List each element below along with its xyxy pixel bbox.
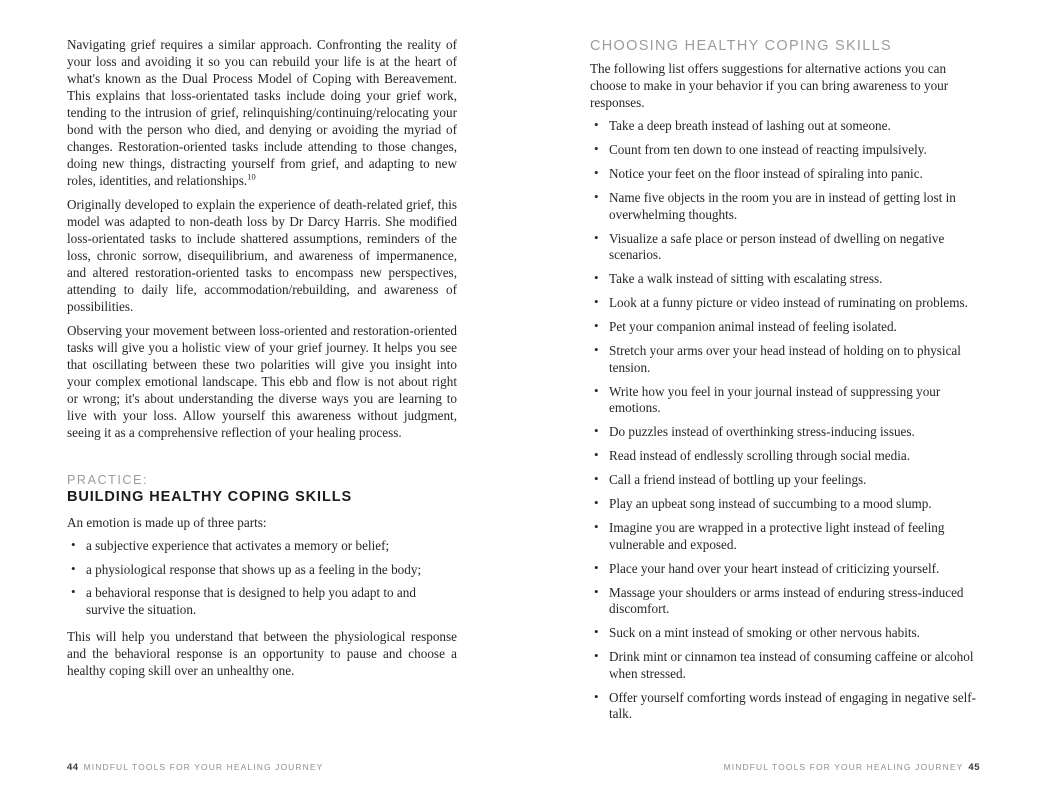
left-footer-title: MINDFUL TOOLS FOR YOUR HEALING JOURNEY <box>83 762 324 772</box>
paragraph-darcy-harris: Originally developed to explain the experience of death-related grief, this model was adapted to non-death loss by Dr Darcy Harris. She modified loss-orientated tasks to include shattered assumptions, reminders of the loss, chronic sorrow, disequilibrium, and awareness of impermanence, and altered restoration-oriented tasks to encompass new perspectives, attending to daily life, accommodation/rebuilding, and awareness of possibilities. <box>67 197 457 314</box>
right-page-text-column <box>590 38 982 733</box>
coping-skills-list <box>590 118 982 723</box>
list-item-text: Name five objects in the room you are in instead of getting lost in overwhelming thoughts. <box>609 190 956 222</box>
list-item <box>590 448 982 465</box>
list-item-text: a subjective experience that activates a memory or belief; <box>86 538 390 553</box>
list-item-text: a behavioral response that is designed to help you adapt to and survive the situation. <box>86 585 416 617</box>
list-item-text: Count from ten down to one instead of reacting impulsively. <box>609 142 927 157</box>
list-item-text: Massage your shoulders or arms instead of enduring stress-induced discomfort. <box>609 584 964 616</box>
list-item <box>67 538 457 555</box>
list-item <box>590 561 982 578</box>
list-item <box>590 166 982 183</box>
right-footer-title: MINDFUL TOOLS FOR YOUR HEALING JOURNEY <box>723 762 964 772</box>
paragraph-text: Navigating grief requires a similar approach. Confronting the reality of your loss and avoiding it so you can rebuild your life is at the heart of what's known as the Dual Process Model of Coping with Bereavement. This explains that loss-orientated tasks include doing your grief work, tending to the intrusion of grief, relinquishing/continuing/relocating your bond with the person who died, and denying or avoiding the myriad of changes. Restoration-oriented tasks include attending to those changes, doing new things, distracting yourself from grief, and adapting to new roles, identities, and relationships. <box>67 37 457 188</box>
paragraph-observing-movement: Observing your movement between loss-oriented and restoration-oriented tasks will give you a holistic view of your grief journey. It helps you see that oscillating between these two polarities will give you insight into your complex emotional landscape. This ebb and flow is not about right or wrong; it's about understanding the diverse ways you are learning to live with your loss. Allow yourself this awareness without judgment, seeing it as a comprehensive reflection of your healing process. <box>67 323 457 440</box>
emotion-parts-list <box>67 538 457 618</box>
list-item <box>590 231 982 264</box>
list-item <box>590 190 982 223</box>
list-item-text: Notice your feet on the floor instead of spiraling into panic. <box>609 166 923 181</box>
list-item-text: a physiological response that shows up as a feeling in the body; <box>86 561 422 577</box>
paragraph-dual-process <box>67 36 457 189</box>
list-item <box>590 295 982 312</box>
choosing-skills-heading: CHOOSING HEALTHY COPING SKILLS <box>590 38 892 54</box>
list-item-text: Offer yourself comforting words instead of engaging in negative self-talk. <box>609 689 977 721</box>
practice-kicker: PRACTICE: <box>67 473 149 487</box>
list-item <box>590 520 982 553</box>
list-item <box>590 271 982 288</box>
list-item-text: Look at a funny picture or video instead of ruminating on problems. <box>609 295 968 310</box>
list-item-text: Visualize a safe place or person instead of dwelling on negative scenarios. <box>609 230 945 262</box>
list-item <box>590 472 982 489</box>
list-item-text: Take a walk instead of sitting with escalating stress. <box>609 271 883 286</box>
list-item <box>590 690 982 723</box>
list-item-text: Suck on a mint instead of smoking or other nervous habits. <box>609 625 920 640</box>
list-item <box>67 562 457 579</box>
list-item-text: Play an upbeat song instead of succumbing to a mood slump. <box>609 496 932 511</box>
closing-paragraph: This will help you understand that between the physiological response and the behavioral response is an opportunity to pause and choose a healthy coping skill over an unhealthy one. <box>67 629 457 678</box>
list-item <box>590 496 982 513</box>
list-item-text: Drink mint or cinnamon tea instead of consuming caffeine or alcohol when stressed. <box>609 649 974 681</box>
list-item <box>590 384 982 417</box>
footnote-reference: 10 <box>247 171 256 182</box>
list-item-text: Write how you feel in your journal instead of suppressing your emotions. <box>609 383 941 415</box>
left-page-text-column <box>67 36 457 686</box>
list-item <box>590 118 982 135</box>
practice-section-title: BUILDING HEALTHY COPING SKILLS <box>67 489 353 505</box>
list-item-text: Take a deep breath instead of lashing out at someone. <box>609 118 891 133</box>
list-item-text: Imagine you are wrapped in a protective light instead of feeling vulnerable and exposed. <box>609 520 945 552</box>
list-item-text: Stretch your arms over your head instead of holding on to physical tension. <box>609 343 961 375</box>
right-page-footer <box>724 762 980 773</box>
list-item <box>590 319 982 336</box>
list-item <box>67 585 457 618</box>
list-item-text: Call a friend instead of bottling up your feelings. <box>609 472 867 487</box>
list-item-text: Do puzzles instead of overthinking stress-inducing issues. <box>609 424 915 439</box>
coping-skills-intro: The following list offers suggestions for alternative actions you can choose to make in your behavior if you can bring awareness to your responses. <box>590 61 949 110</box>
right-page-number: 45 <box>968 762 980 773</box>
emotion-parts-intro: An emotion is made up of three parts: <box>67 515 267 530</box>
list-item-text: Read instead of endlessly scrolling through social media. <box>609 448 911 463</box>
list-item <box>590 649 982 682</box>
list-item-text: Place your hand over your heart instead of criticizing yourself. <box>609 560 940 576</box>
list-item <box>590 585 982 618</box>
list-item <box>590 625 982 642</box>
list-item <box>590 142 982 159</box>
list-item-text: Pet your companion animal instead of feeling isolated. <box>609 319 897 334</box>
list-item <box>590 424 982 441</box>
left-page-footer <box>67 762 323 773</box>
list-item <box>590 343 982 376</box>
left-page-number: 44 <box>67 762 79 773</box>
